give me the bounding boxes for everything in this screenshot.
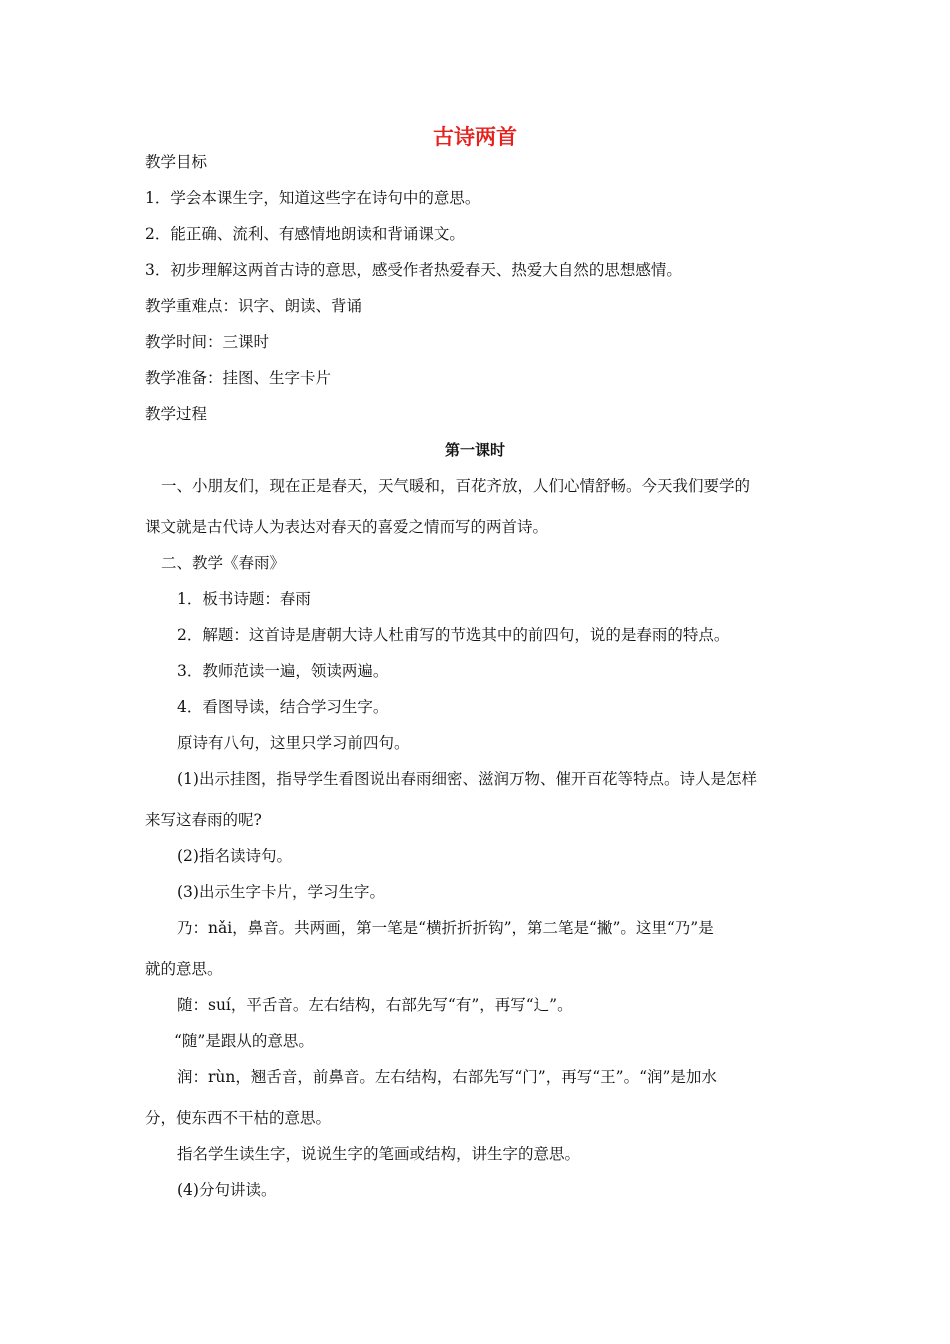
intro-line-2: 课文就是古代诗人为表达对春天的喜爱之情而写的两首诗。 — [145, 518, 549, 536]
item-1: 1．板书诗题：春雨 — [177, 590, 311, 608]
item-2: 2．解题：这首诗是唐朝大诗人杜甫写的节选其中的前四句，说的是春雨的特点。 — [177, 626, 730, 644]
step-1-line-2: 来写这春雨的呢? — [145, 811, 262, 829]
step-2: (2)指名读诗句。 — [177, 847, 292, 865]
char-sui-line-2: “随”是跟从的意思。 — [174, 1032, 314, 1050]
heading-objectives: 教学目标 — [145, 153, 208, 171]
teaching-prep: 教学准备：挂图、生字卡片 — [145, 369, 332, 387]
step-1-line-1: (1)出示挂图，指导学生看图说出春雨细密、滋润万物、催开百花等特点。诗人是怎样 — [177, 770, 757, 788]
key-points: 教学重难点：识字、朗读、背诵 — [145, 297, 363, 315]
item-note: 原诗有八句，这里只学习前四句。 — [177, 734, 410, 752]
document-title: 古诗两首 — [433, 125, 517, 149]
step-3: (3)出示生字卡片，学习生字。 — [177, 883, 385, 901]
char-nai-line-2: 就的意思。 — [145, 960, 223, 978]
item-4: 4．看图导读，结合学习生字。 — [177, 698, 389, 716]
char-sui-line-1: 随：suí，平舌音。左右结构，右部先写“有”，再写“辶”。 — [177, 996, 573, 1014]
char-nai-line-1: 乃：nǎi，鼻音。共两画，第一笔是“横折折折钩”，第二笔是“撇”。这里“乃”是 — [177, 919, 714, 937]
step-4: (4)分句讲读。 — [177, 1181, 277, 1199]
item-3: 3．教师范读一遍，领读两遍。 — [177, 662, 389, 680]
objective-3: 3．初步理解这两首古诗的意思，感受作者热爱春天、热爱大自然的思想感情。 — [145, 261, 682, 279]
heading-process: 教学过程 — [145, 405, 208, 423]
read-chars-line: 指名学生读生字，说说生字的笔画或结构，讲生字的意思。 — [177, 1145, 581, 1163]
objective-2: 2．能正确、流利、有感情地朗读和背诵课文。 — [145, 225, 465, 243]
teaching-time: 教学时间：三课时 — [145, 333, 270, 351]
objective-1: 1．学会本课生字，知道这些字在诗句中的意思。 — [145, 189, 481, 207]
char-run-line-1: 润：rùn，翘舌音，前鼻音。左右结构，右部先写“门”，再写“王”。“润”是加水 — [177, 1068, 717, 1086]
lesson-heading: 第一课时 — [444, 441, 505, 459]
char-run-line-2: 分，使东西不干枯的意思。 — [145, 1109, 332, 1127]
intro-line-1: 一、小朋友们，现在正是春天，天气暖和，百花齐放，人们心情舒畅。今天我们要学的 — [161, 477, 751, 495]
section-2-heading: 二、教学《春雨》 — [161, 554, 286, 572]
